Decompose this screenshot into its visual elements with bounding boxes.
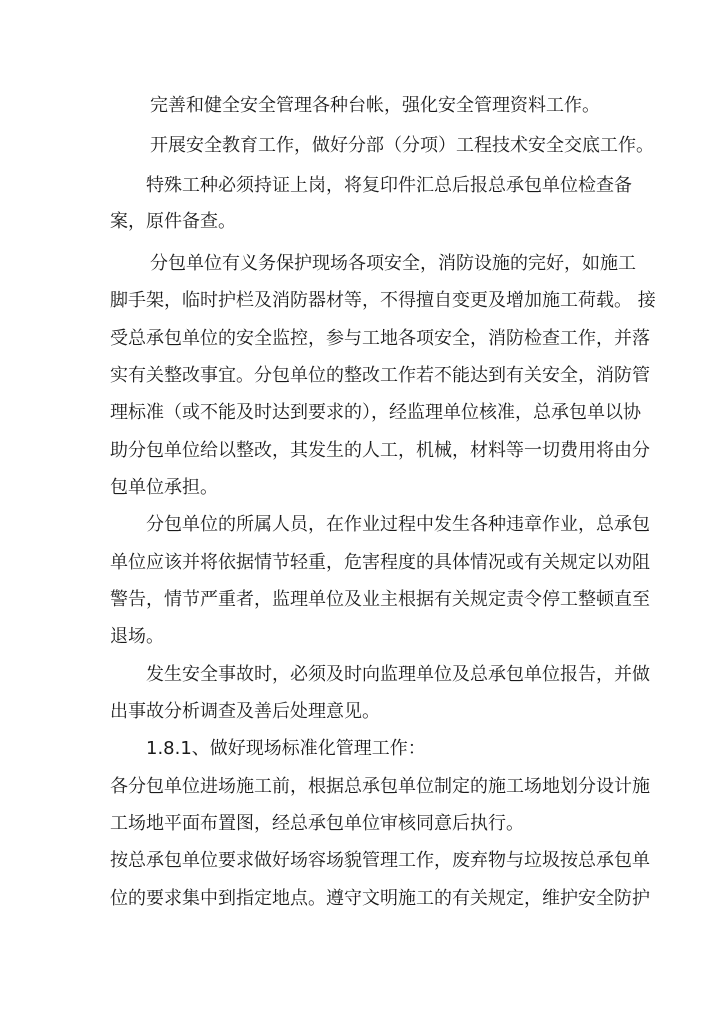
paragraph-line: 助分包单位给以整改，其发生的人工，机械，材料等一切费用将由分 xyxy=(110,440,650,461)
paragraph-line: 开展安全教育工作，做好分部（分项）工程技术安全交底工作。 xyxy=(150,135,654,156)
paragraph-line: 按总承包单位要求做好场容场貌管理工作，废弃物与垃圾按总承包单 xyxy=(110,850,650,871)
paragraph-line: 脚手架，临时护栏及消防器材等，不得擅自变更及增加施工荷载。 接 xyxy=(110,290,656,311)
paragraph-line: 包单位承担。 xyxy=(110,477,218,498)
section-heading: 1.8.1、做好现场标准化管理工作： xyxy=(146,738,426,759)
paragraph-line: 完善和健全安全管理各种台帐，强化安全管理资料工作。 xyxy=(150,95,600,116)
paragraph-line: 案，原件备查。 xyxy=(110,211,236,232)
paragraph-line: 退场。 xyxy=(110,626,164,647)
paragraph-line: 出事故分析调查及善后处理意见。 xyxy=(110,701,380,722)
paragraph-line: 发生安全事故时，必须及时向监理单位及总承包单位报告，并做 xyxy=(146,664,650,685)
paragraph-line: 单位应该并将依据情节轻重，危害程度的具体情况或有关规定以劝阻 xyxy=(110,552,650,573)
paragraph-line: 受总承包单位的安全监控，参与工地各项安全，消防检查工作，并落 xyxy=(110,328,650,349)
paragraph-line: 分包单位有义务保护现场各项安全，消防设施的完好，如施工 xyxy=(150,253,636,274)
paragraph-line: 理标准（或不能及时达到要求的），经监理单位核准，总承包单以协 xyxy=(110,402,641,423)
paragraph-line: 特殊工种必须持证上岗，将复印件汇总后报总承包单位检查备 xyxy=(146,175,632,196)
paragraph-line: 警告，情节严重者，监理单位及业主根据有关规定责令停工整顿直至 xyxy=(110,589,650,610)
paragraph-line: 工场地平面布置图，经总承包单位审核同意后执行。 xyxy=(110,813,524,834)
paragraph-line: 位的要求集中到指定地点。遵守文明施工的有关规定，维护安全防护 xyxy=(110,888,650,909)
paragraph-line: 各分包单位进场施工前，根据总承包单位制定的施工场地划分设计施 xyxy=(110,776,650,797)
paragraph-line: 实有关整改事宜。分包单位的整改工作若不能达到有关安全，消防管 xyxy=(110,365,650,386)
paragraph-line: 分包单位的所属人员，在作业过程中发生各种违章作业，总承包 xyxy=(146,514,650,535)
